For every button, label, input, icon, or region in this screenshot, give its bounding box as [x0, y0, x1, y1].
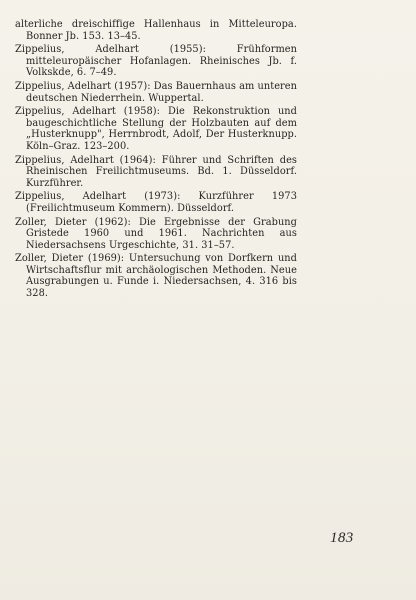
- bibliography-entry: Zippelius, Adelhart (1958): Die Rekonstruktion und baugeschichtliche Stellung der Holzbauten auf dem „Husterknupp", Herrnbrodt, Adolf, Der Husterknupp. Köln–Graz. 123–200.: [15, 106, 297, 152]
- bibliography-list: [15, 19, 297, 302]
- bibliography-entry: alterliche dreischiffige Hallenhaus in Mitteleuropa. Bonner Jb. 153. 13–45.: [15, 19, 297, 42]
- bibliography-entry: Zippelius, Adelhart (1955): Frühformen mitteleuropäischer Hofanlagen. Rheinisches Jb. f. Volkskde, 6. 7–49.: [15, 44, 297, 79]
- bibliography-entry: Zippelius, Adelhart (1964): Führer und Schriften des Rheinischen Freilichtmuseums. Bd. 1. Düsseldorf. Kurzführer.: [15, 154, 297, 189]
- page-number: 183: [330, 530, 354, 546]
- bibliography-entry: Zippelius, Adelhart (1957): Das Bauernhaus am unteren deutschen Niederrhein. Wuppertal.: [15, 80, 297, 104]
- bibliography-entry: Zippelius, Adelhart (1973): Kurzführer 1973 (Freilichtmuseum Kommern). Düsseldorf.: [15, 191, 297, 214]
- bibliography-entry: Zoller, Dieter (1969): Untersuchung von Dorfkern und Wirtschaftsflur mit archäologischen Methoden. Neue Ausgrabungen u. Funde i. Niedersachsen, 4. 316 bis 328.: [15, 253, 297, 300]
- bibliography-entry: Zoller, Dieter (1962): Die Ergebnisse der Grabung Gristede 1960 und 1961. Nachrichten aus Niedersachsens Urgeschichte, 31. 31–57.: [15, 216, 297, 251]
